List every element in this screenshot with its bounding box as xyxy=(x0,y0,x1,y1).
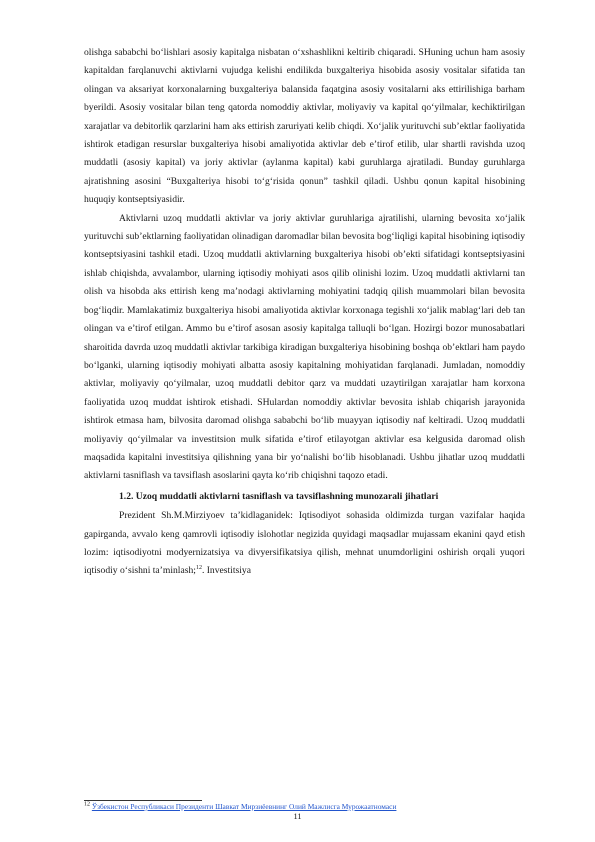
paragraph-3-tail: . Investitsiya xyxy=(201,565,251,577)
footnote xyxy=(84,802,525,812)
footnote-divider xyxy=(84,800,202,801)
paragraph-3-text: Prezident Sh.M.Mirziyoev ta’kidlaganidek: Iqtisodiyot sohasida oldimizda turgan vazifalar haqida gapirganda, avvalo keng qamrovli iqtisodiy islohotlar negizida quyidagi maqsadlar mujassam ekanini qayd etish lozim: iqtisodiyotni modyernizatsiya va divyersifikatsiya qilish, mehnat unumdorligini oshirish orqali yuqori iqtisodiy o‘sishni ta’minlash; xyxy=(84,510,525,577)
footnote-link[interactable]: Ўзбекистон Республикаси Президенти Шавкат Мирзиёевнинг Олий Мажлисга Мурожаатномаси xyxy=(91,802,397,811)
footnote-number: 12 xyxy=(84,801,90,808)
paragraph-2: Aktivlarni uzoq muddatli aktivlar va joriy aktivlar guruhlariga ajratilishi, ularning bevosita xo‘jalik yurituvchi sub’ektlarning faoliyatidan olinadigan daromadlar bilan bevosita bog‘liqligi kapital hisobining iqtisodiy kontseptsiyasini tashkil etadi. Uzoq muddatli aktivlarning buxgalteriya hisobi ob’ekti sifatidagi kontseptsiyasini ishlab chiqishda, avvalambor, ularning iqtisodiy mohiyati asos qilib olinishi lozim. Uzoq muddatli aktivlarni tan olish va hisobda aks ettirish keng ma’nodagi aktivlarning mohiyatini tadqiq qilish muammolari bilan bevosita bog‘liqdir. Mamlakatimiz buxgalteriya hisobi amaliyotida aktivlar korxonaga tegishli xo‘jalik mablag‘lari deb tan olingan va e’tirof etilgan. Ammo bu e’tirof asosan asosiy kapitalga talluqli bo‘lgan. Hozirgi bozor munosabatlari sharoitida davrda uzoq muddatli aktivlar tarkibiga kiradigan buxgalteriya hisobining boshqa ob’ektlari ham paydo bo‘lganki, ularning iqtisodiy mohiyati albatta asosiy kapitalning mohiyatidan farqlanadi. Jumladan, nomoddiy aktivlar, moliyaviy qo‘yilmalar, uzoq muddatli debitor qarz va muddati uzaytirilgan xarajatlar ham korxona faoliyatida uzoq muddat ishtirok etishadi. SHulardan nomoddiy aktivlar bevosita ishlab chiqarish jarayonida ishtirok etmasa ham, bilvosita daromad olishga sababchi bo‘lib muayyan iqtisodiy naf keltiradi. Uzoq muddatli moliyaviy qo‘yilmalar va investitsion mulk sifatida e’tirof etilayotgan aktivlar esa kelgusida daromad olish maqsadida kapitalni investitsiya qilishning yana bir yo‘nalishi bo‘lib hisoblanadi. Ushbu jihatlar uzoq muddatli aktivlarni tasniflash va tavsiflash asoslarini qayta ko‘rib chiqishni taqozo etadi. xyxy=(84,212,525,482)
body-text xyxy=(84,44,525,581)
footnote-reference[interactable]: 12 xyxy=(195,565,202,572)
paragraph-3 xyxy=(84,507,525,581)
section-heading: 1.2. Uzoq muddatli aktivlarni tasniflash va tavsiflashning munozarali jihatlari xyxy=(119,490,439,502)
page-number: 11 xyxy=(293,812,302,821)
paragraph-1: olishga sababchi bo‘lishlari asosiy kapitalga nisbatan o‘xshashlikni keltirib chiqaradi. SHuning uchun ham asosiy kapitaldan farqlanuvchi aktivlarni vujudga kelishi endilikda buxgalteriya hisobida asosiy vositalar sifatida tan olingan va aksariyat korxonalarning buxgalteriya balansida faqatgina asosiy vositalarni aks ettirilishiga barham byerildi. Asosiy vositalar bilan teng qatorda nomoddiy aktivlar, moliyaviy va kapital qo‘yilmalar, kechiktirilgan xarajatlar va debitorlik qarzlarini ham aks ettirish zaruriyati kelib chiqdi. Xo‘jalik yurituvchi sub’ektlar faoliyatida ishtirok etadigan resurslar buxgalteriya hisobi amaliyotida aktivlar deb e’tirof etilib, ular shartli ravishda uzoq muddatli (asosiy kapital) va joriy aktivlar (aylanma kapital) kabi guruhlarga ajratiladi. Bunday guruhlarga ajratishning asosini “Buxgalteriya hisobi to‘g‘risida qonun” tashkil qiladi. Ushbu qonun kapital hisobining huquqiy kontseptsiyasidir. xyxy=(84,47,525,206)
